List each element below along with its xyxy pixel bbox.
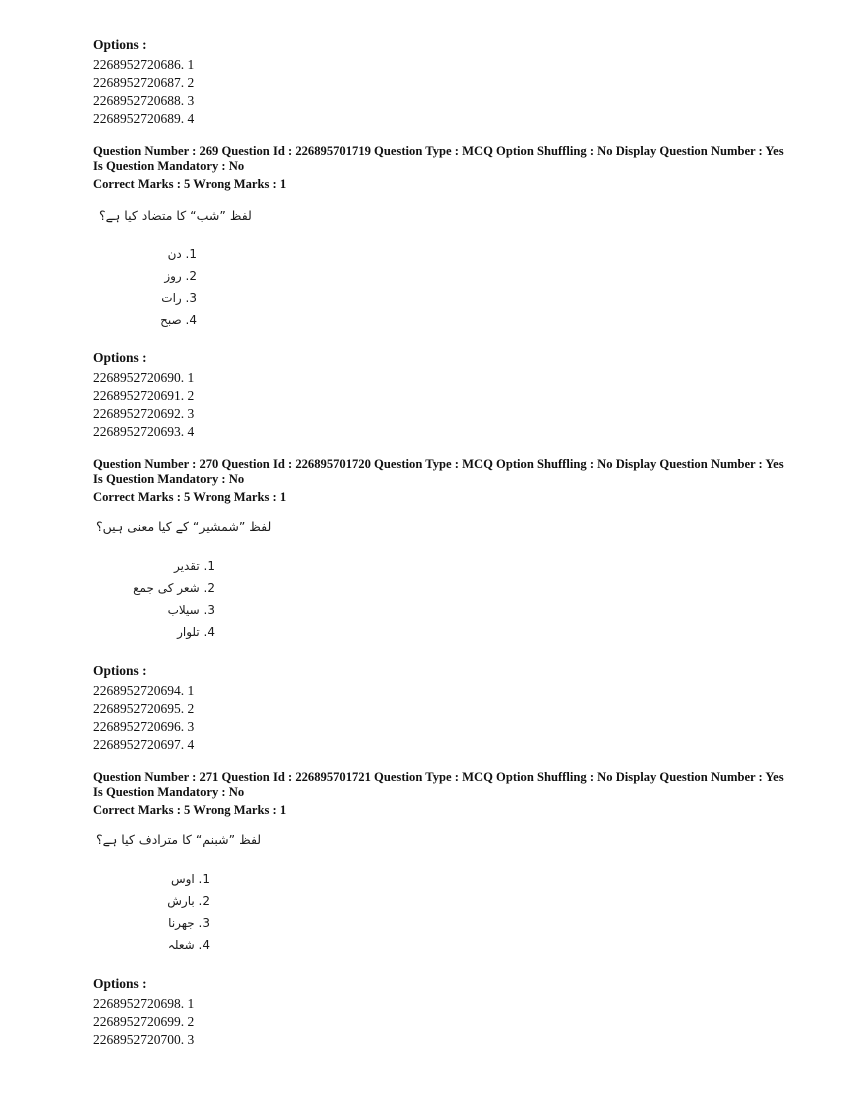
question-271-marks: Correct Marks : 5 Wrong Marks : 1 bbox=[93, 803, 287, 817]
option-id-row: 2268952720699. 2 bbox=[93, 1014, 195, 1029]
urdu-choice-1: 1. تقدیر bbox=[174, 559, 215, 573]
options-heading: Options : bbox=[93, 37, 147, 52]
option-id-row: 2268952720690. 1 bbox=[93, 370, 195, 385]
option-id-row: 2268952720692. 3 bbox=[93, 406, 195, 421]
urdu-choice-4: 4. صبح bbox=[160, 313, 197, 327]
option-id-row: 2268952720696. 3 bbox=[93, 719, 195, 734]
question-270-meta: Question Number : 270 Question Id : 226895701720 Question Type : MCQ Option Shuffling : No Display Question Number : Yes Is Question Mandatory : No bbox=[93, 457, 784, 486]
options-heading: Options : bbox=[93, 663, 147, 678]
urdu-choice-3: 3. سیلاب bbox=[167, 603, 215, 617]
question-269-choices bbox=[93, 243, 197, 331]
question-270-marks: Correct Marks : 5 Wrong Marks : 1 bbox=[93, 490, 287, 504]
option-id-row: 2268952720689. 4 bbox=[93, 111, 195, 126]
option-id-row: 2268952720686. 1 bbox=[93, 57, 195, 72]
urdu-choice-1: 1. دن bbox=[167, 247, 197, 261]
options-heading: Options : bbox=[93, 350, 147, 365]
urdu-choice-4: 4. تلوار bbox=[177, 625, 215, 639]
option-id-row: 2268952720687. 2 bbox=[93, 75, 195, 90]
option-id-row: 2268952720698. 1 bbox=[93, 996, 195, 1011]
question-269-options-block bbox=[93, 349, 194, 441]
urdu-choice-3: 3. رات bbox=[161, 291, 197, 305]
urdu-choice-2: 2. بارش bbox=[167, 894, 210, 908]
question-270-options-block bbox=[93, 662, 194, 754]
question-269-meta: Question Number : 269 Question Id : 226895701719 Question Type : MCQ Option Shuffling : No Display Question Number : Yes Is Question Mandatory : No bbox=[93, 144, 784, 173]
option-id-row: 2268952720693. 4 bbox=[93, 424, 195, 439]
urdu-choice-4: 4. شعلہ bbox=[167, 938, 210, 952]
question-269-marks: Correct Marks : 5 Wrong Marks : 1 bbox=[93, 177, 287, 191]
question-271-options-block bbox=[93, 975, 194, 1049]
urdu-choice-1: 1. اوس bbox=[170, 872, 210, 886]
option-id-row: 2268952720694. 1 bbox=[93, 683, 195, 698]
question-270-choices bbox=[93, 555, 215, 643]
question-270-urdu-text: لفظ ”شمشیر“ کے کیا معنی ہیں؟ bbox=[96, 519, 272, 534]
urdu-choice-2: 2. روز bbox=[164, 269, 197, 283]
question-271-meta: Question Number : 271 Question Id : 226895701721 Question Type : MCQ Option Shuffling : No Display Question Number : Yes Is Question Mandatory : No bbox=[93, 770, 784, 799]
urdu-choice-3: 3. جھرنا bbox=[168, 916, 210, 930]
option-id-row: 2268952720697. 4 bbox=[93, 737, 195, 752]
option-id-row: 2268952720700. 3 bbox=[93, 1032, 195, 1047]
question-271-choices bbox=[93, 868, 210, 956]
question-269-urdu-text: لفظ ”شب“ کا متضاد کیا ہے؟ bbox=[99, 208, 252, 223]
option-id-row: 2268952720688. 3 bbox=[93, 93, 195, 108]
option-id-row: 2268952720695. 2 bbox=[93, 701, 195, 716]
previous-question-options-block bbox=[93, 36, 194, 128]
urdu-choice-2: 2. شعر کی جمع bbox=[133, 581, 215, 595]
option-id-row: 2268952720691. 2 bbox=[93, 388, 195, 403]
question-271-urdu-text: لفظ ”شبنم“ کا مترادف کیا ہے؟ bbox=[96, 832, 262, 847]
options-heading: Options : bbox=[93, 976, 147, 991]
